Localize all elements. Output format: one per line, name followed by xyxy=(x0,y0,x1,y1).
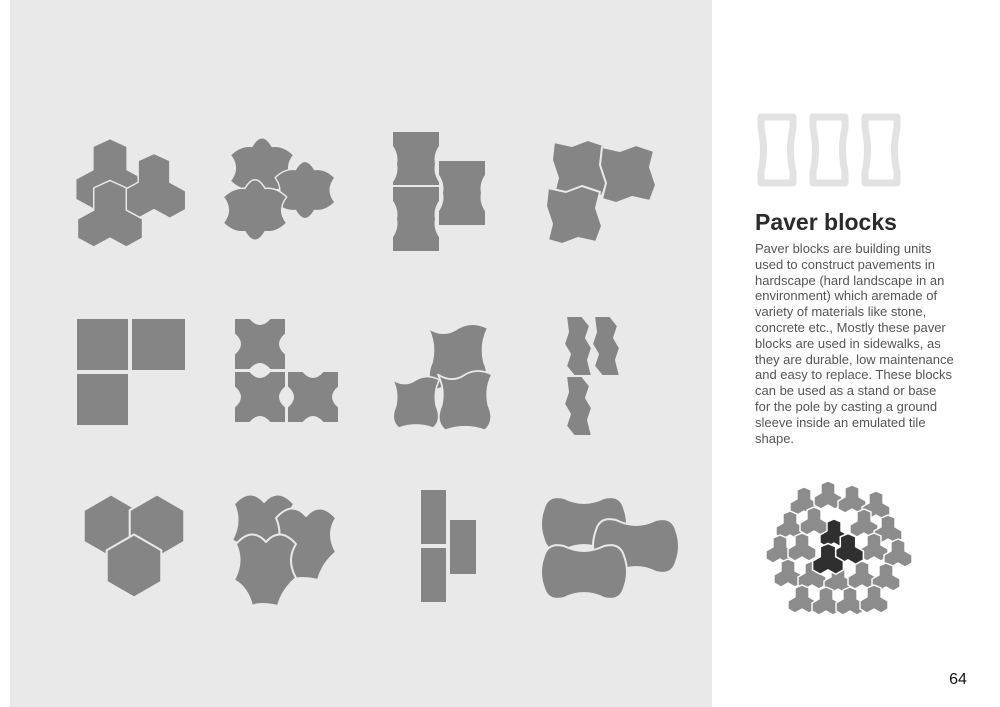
paver-zigzag-brick xyxy=(564,316,620,436)
paver-pattern-image xyxy=(762,478,922,628)
paver-rectangle xyxy=(420,489,477,603)
paver-shapes-grid xyxy=(10,0,712,707)
page-number: 64 xyxy=(949,671,967,688)
paver-trefoil xyxy=(232,494,336,606)
paver-zigzag-hexagon xyxy=(76,139,186,248)
paver-hexagon xyxy=(84,495,185,598)
paver-outline-icon xyxy=(755,112,905,188)
paver-illustration-panel xyxy=(10,0,712,707)
paver-curved-ribbon xyxy=(541,497,679,599)
paver-cross-zigzag xyxy=(546,140,656,244)
paver-i-shape xyxy=(392,131,486,252)
section-description: Paver blocks are building units used to construct pavements in hardscape (hard landscape in an environment) which aremade of variety of materials like stone, concrete etc., Mostly these paver blocks are used in sidewalks, as they are durable, low maintenance and easy to replace. These blocks can be used as a stand or base for the pole by casting a ground sleeve inside an emulated tile shape. xyxy=(755,241,954,446)
section-title: Paver blocks xyxy=(755,209,897,235)
paver-curved-bone xyxy=(393,324,492,430)
paver-x-cross xyxy=(234,318,339,423)
paver-dog-bone xyxy=(223,138,335,240)
paver-square xyxy=(76,318,186,426)
